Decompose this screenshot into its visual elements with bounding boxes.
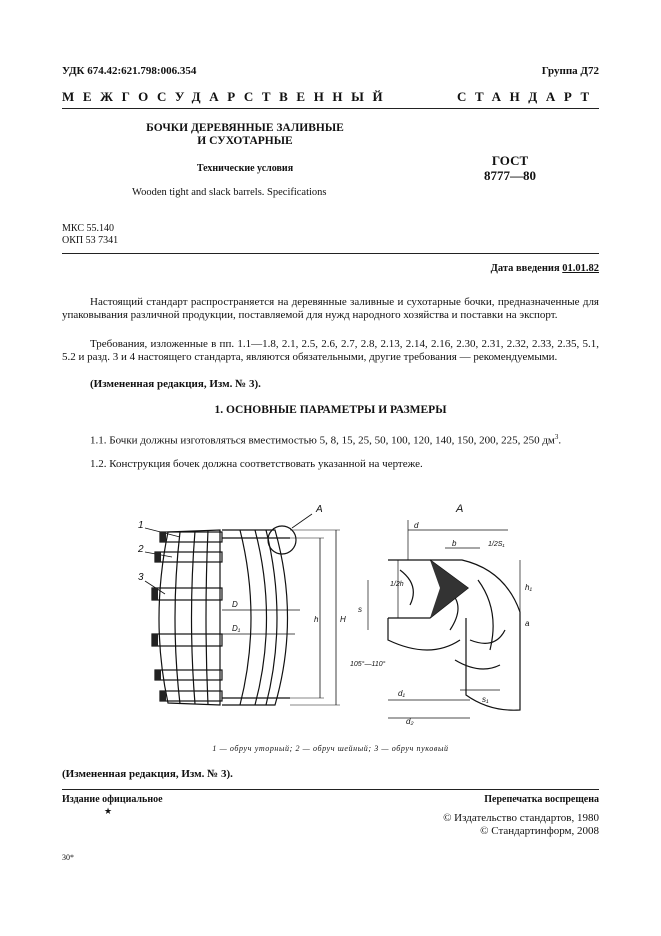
hoop-neck-bottom — [155, 670, 222, 680]
date-value: 01.01.82 — [562, 263, 599, 274]
classification-codes — [62, 223, 118, 247]
edition-note: Издание официальное — [62, 794, 163, 805]
udk-code: УДК 674.42:621.798:006.354 — [62, 65, 197, 77]
label-d: d — [414, 521, 419, 530]
section-heading-1: 1. ОСНОВНЫЕ ПАРАМЕТРЫ И РАЗМЕРЫ — [214, 404, 447, 416]
gost-label: ГОСТ — [491, 153, 529, 168]
banner-interstate: МЕЖГОСУДАРСТВЕННЫЙ — [62, 89, 392, 104]
label-half-s1: 1/2S₁ — [488, 541, 505, 548]
group-code: Группа Д72 — [541, 65, 599, 77]
document-title — [130, 122, 360, 148]
p11-sup: 3 — [554, 433, 559, 441]
reprint-note: Перепечатка воспрещена — [484, 794, 599, 805]
hoop-chime-top — [160, 532, 222, 542]
label-s1: s₁ — [482, 695, 489, 704]
hoop-bilge-top — [152, 588, 222, 600]
star-mark: ★ — [104, 806, 113, 816]
banner-standard: СТАНДАРТ — [457, 89, 598, 104]
classification-rule — [62, 253, 599, 254]
paragraph-1-2: 1.2. Конструкция бочек должна соответствовать указанной на чертеже. — [90, 458, 423, 470]
gost-block — [470, 153, 550, 183]
label-D1: D₁ — [232, 624, 241, 633]
barrel-right-section — [222, 530, 288, 705]
paragraph-requirements: Требования, изложенные в пп. 1.1—1.8, 2.1, 2.5, 2.6, 2.7, 2.8, 2.13, 2.14, 2.16, 2.30, 2.31, 2.32, 2.33, 2.35, 5.1, 5.2 и разд. 3 и 4 настоящего стандарта, являются обязательными, другие требования — рекомендуемыми. — [62, 338, 599, 364]
okp-code: ОКП 53 7341 — [62, 235, 119, 246]
label-d2: d₂ — [406, 717, 414, 726]
label-d1: d₁ — [398, 689, 405, 698]
label-D: D — [232, 600, 238, 609]
detail-a — [368, 520, 520, 718]
title-line-2: И СУХОТАРНЫЕ — [197, 135, 293, 147]
mks-code: МКС 55.140 — [62, 223, 114, 234]
label-h1: h₁ — [525, 583, 532, 592]
label-half-h: 1/2h — [390, 581, 404, 588]
hoop-bilge-bottom — [152, 634, 222, 646]
hoop-chime-bottom — [160, 691, 222, 701]
footer-rule — [62, 789, 599, 790]
label-angle: 105°—110° — [350, 661, 386, 668]
copyright-1980: © Издательство стандартов, 1980 — [443, 812, 599, 824]
paragraph-scope: Настоящий стандарт распространяется на деревянные заливные и сухотарные бочки, предназначенные для упаковывания различной продукции, поставляемой для нужд народного хозяйства и поставки на экспорт. — [62, 296, 599, 322]
english-title: Wooden tight and slack barrels. Specifications — [132, 187, 327, 198]
p11-end: . — [558, 434, 562, 447]
title-line-1: БОЧКИ ДЕРЕВЯННЫЕ ЗАЛИВНЫЕ — [146, 122, 344, 134]
label-s: s — [358, 605, 362, 614]
label-h: h — [314, 615, 319, 624]
barrel-drawing — [0, 490, 661, 745]
hoop-neck-top — [155, 552, 222, 562]
date-label: Дата введения — [490, 263, 560, 274]
document-subtitle: Технические условия — [196, 163, 294, 174]
figure-caption: 1 — обруч уторный; 2 — обруч шейный; 3 — обруч пуковый — [212, 744, 449, 753]
label-3: 3 — [138, 572, 144, 583]
label-b: b — [452, 539, 457, 548]
label-1: 1 — [138, 520, 144, 531]
label-a: a — [525, 619, 530, 628]
label-A-detail: A — [456, 503, 464, 515]
label-H: H — [340, 615, 346, 624]
detail-a-hatching — [430, 560, 468, 618]
copyright-2008: © Стандартинформ, 2008 — [480, 825, 599, 837]
edit-note-1: (Измененная редакция, Изм. № 3). — [90, 378, 261, 390]
gost-number: 8777—80 — [484, 168, 536, 183]
paragraph-1-1 — [62, 431, 599, 448]
header-rule — [62, 108, 599, 109]
edit-note-2: (Измененная редакция, Изм. № 3). — [62, 768, 233, 780]
page-number: 30* — [62, 853, 74, 862]
label-2: 2 — [138, 544, 144, 555]
copyright-block — [443, 812, 599, 838]
label-A: A — [316, 504, 323, 515]
p11-text: 1.1. Бочки должны изготовляться вместимостью 5, 8, 15, 25, 50, 100, 120, 140, 150, 200, 225, 250 дм — [90, 434, 555, 447]
introduction-date — [491, 263, 599, 274]
